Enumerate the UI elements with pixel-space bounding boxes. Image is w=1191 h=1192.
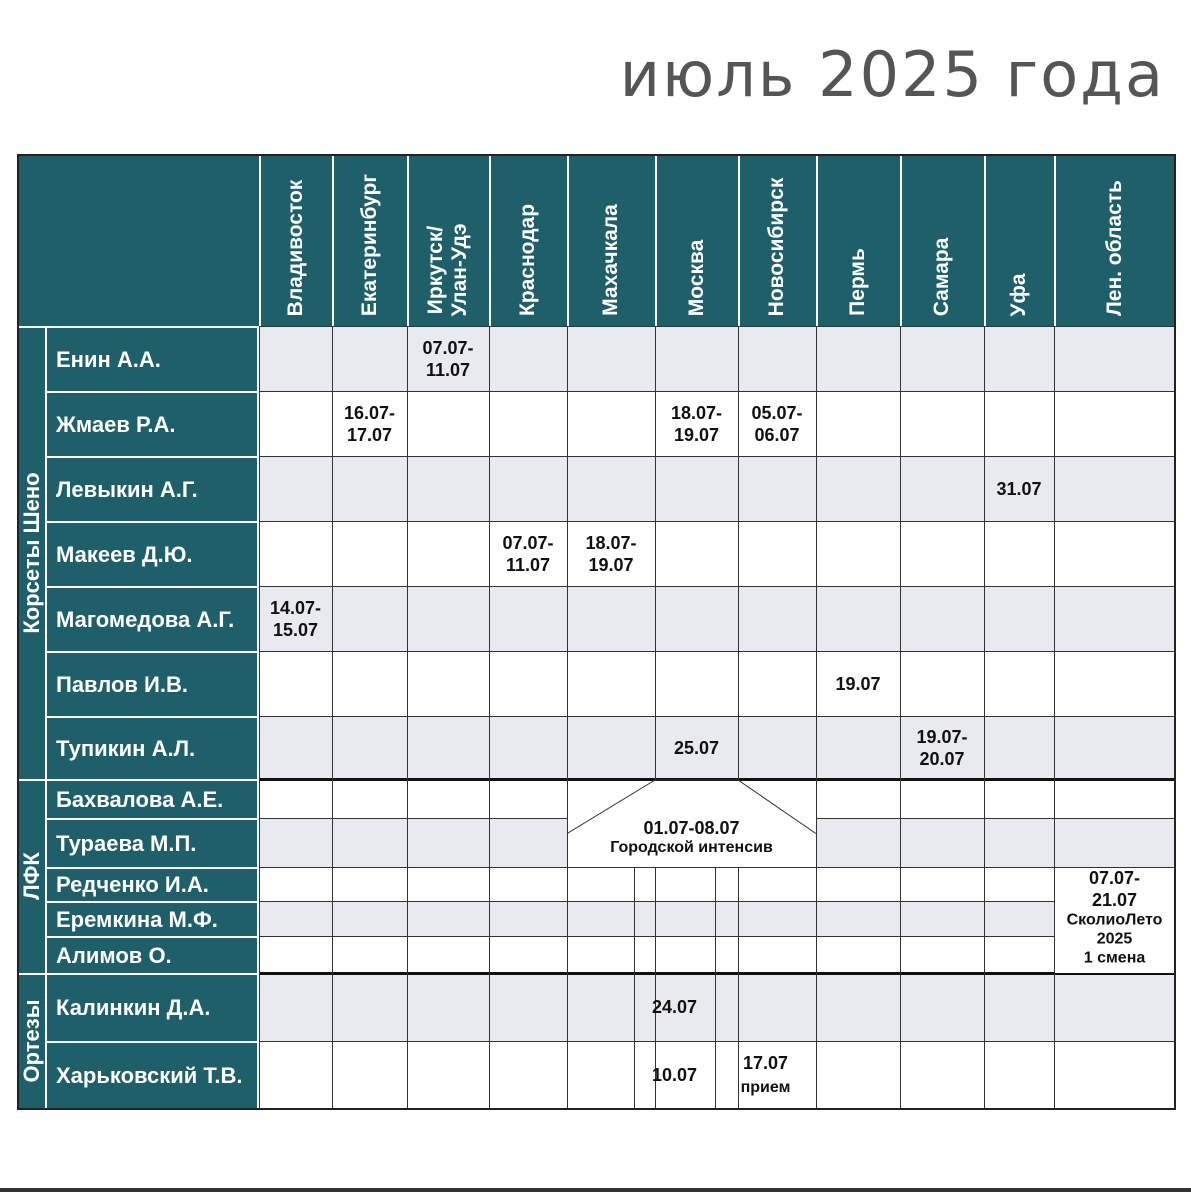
grid-column-line xyxy=(900,326,901,1109)
column-label: Лен. область xyxy=(1102,180,1126,316)
row-background xyxy=(259,901,1175,936)
row-name: Бахвалова А.Е. xyxy=(47,779,257,818)
grid-row-line xyxy=(259,326,1175,327)
row-name: Редченко И.А. xyxy=(47,867,257,901)
grid-row-line xyxy=(259,391,1175,392)
grid-row-line xyxy=(259,651,1175,652)
row-background xyxy=(259,867,1175,901)
intensive-label: Городской интенсив xyxy=(610,839,773,856)
schedule-entry: 14.07- 15.07 xyxy=(269,597,322,640)
row-name: Енин А.А. xyxy=(47,326,257,391)
bottom-rule xyxy=(0,1188,1191,1192)
schedule-entry: 19.07- 20.07 xyxy=(916,726,968,769)
grid-row-line xyxy=(259,867,1175,868)
row-name: Тураева М.П. xyxy=(47,818,257,867)
grid-row-line xyxy=(259,1041,1175,1042)
grid-column-line xyxy=(1054,326,1055,1109)
row-name: Магомедова А.Г. xyxy=(47,586,257,651)
grid-column-line xyxy=(715,867,716,973)
grid-row-line xyxy=(259,901,1175,902)
schedule-entry: 07.07- 11.07 xyxy=(422,337,474,380)
grid-row-line xyxy=(259,521,1175,522)
row-name: Еремкина М.Ф. xyxy=(47,901,257,936)
grid-column-line xyxy=(738,326,739,1109)
schedule-entry: 19.07 xyxy=(835,673,881,694)
group-separator-line xyxy=(259,972,1175,975)
schedule-entry: 18.07- 19.07 xyxy=(585,532,637,575)
column-label: Владивосток xyxy=(283,179,307,316)
grid-column-line xyxy=(1175,326,1176,1109)
row-name: Жмаев Р.А. xyxy=(47,391,257,456)
grid-row-line xyxy=(259,716,1175,717)
group-label: Ортезы xyxy=(19,999,44,1083)
schedule-entry: прием xyxy=(740,1079,791,1096)
grid-column-line xyxy=(634,867,635,973)
row-name: Алимов О. xyxy=(47,936,257,973)
row-background xyxy=(259,1041,1175,1109)
column-label: Екатеринбург xyxy=(357,173,381,317)
grid-column-line xyxy=(489,326,490,1109)
grid-column-line xyxy=(816,326,817,1109)
intensive-dates: 01.07-08.07 xyxy=(643,818,740,838)
row-name: Макеев Д.Ю. xyxy=(47,521,257,586)
group-label: ЛФК xyxy=(19,852,44,900)
row-name: Павлов И.В. xyxy=(47,651,257,716)
column-label: Махачкала xyxy=(599,204,622,316)
schedule-entry: 25.07 xyxy=(673,737,720,758)
row-name: Левыкин А.Г. xyxy=(47,456,257,521)
row-name: Харьковский Т.В. xyxy=(47,1041,257,1109)
schedule-entry: 18.07- 19.07 xyxy=(670,402,723,445)
row-background xyxy=(259,586,1175,651)
column-label: Краснодар xyxy=(516,203,539,317)
grid-row-line xyxy=(259,1109,1175,1110)
camp-dates: 07.07- 21.07 xyxy=(1088,868,1141,910)
grid-column-line xyxy=(984,326,985,1109)
column-label: Пермь xyxy=(846,248,869,316)
group-label: Корсеты Шено xyxy=(19,471,44,634)
row-name: Тупикин А.Л. xyxy=(47,716,257,779)
grid-column-line xyxy=(407,326,408,1109)
grid-column-line xyxy=(655,326,656,1109)
page-title: июль 2025 года xyxy=(619,38,1165,111)
grid-line-mask xyxy=(655,868,656,973)
grid-line-mask xyxy=(738,868,739,973)
camp-label: СколиоЛето 2025 1 смена xyxy=(1066,911,1163,967)
header-corner xyxy=(17,154,259,326)
schedule-entry: 31.07 xyxy=(996,478,1042,499)
schedule-entry: 07.07- 11.07 xyxy=(502,532,554,575)
schedule-entry: 24.07 xyxy=(651,997,698,1017)
grid-row-line xyxy=(259,456,1175,457)
column-label: Иркутск/ Улан-Удэ xyxy=(424,222,471,317)
row-background xyxy=(259,973,1175,1041)
grid-column-line xyxy=(259,326,260,1109)
column-label: Самара xyxy=(930,237,953,316)
row-background xyxy=(259,651,1175,716)
schedule-entry: 05.07- 06.07 xyxy=(751,402,803,445)
row-background xyxy=(259,521,1175,586)
grid-column-line xyxy=(332,326,333,1109)
column-label: Москва xyxy=(684,239,708,316)
grid-row-line xyxy=(259,586,1175,587)
grid-column-line xyxy=(634,973,635,1109)
grid-row-line xyxy=(259,936,1175,937)
row-background xyxy=(259,936,1175,973)
schedule-entry: 17.07 xyxy=(742,1053,789,1073)
schedule-entry: 10.07 xyxy=(651,1065,698,1085)
grid-column-line xyxy=(715,973,716,1109)
schedule-entry: 16.07- 17.07 xyxy=(343,402,396,445)
row-name: Калинкин Д.А. xyxy=(47,973,257,1041)
column-label: Уфа xyxy=(1007,272,1030,317)
column-label: Новосибирск xyxy=(765,177,788,316)
grid-column-line xyxy=(567,326,568,1109)
row-background xyxy=(259,326,1175,391)
